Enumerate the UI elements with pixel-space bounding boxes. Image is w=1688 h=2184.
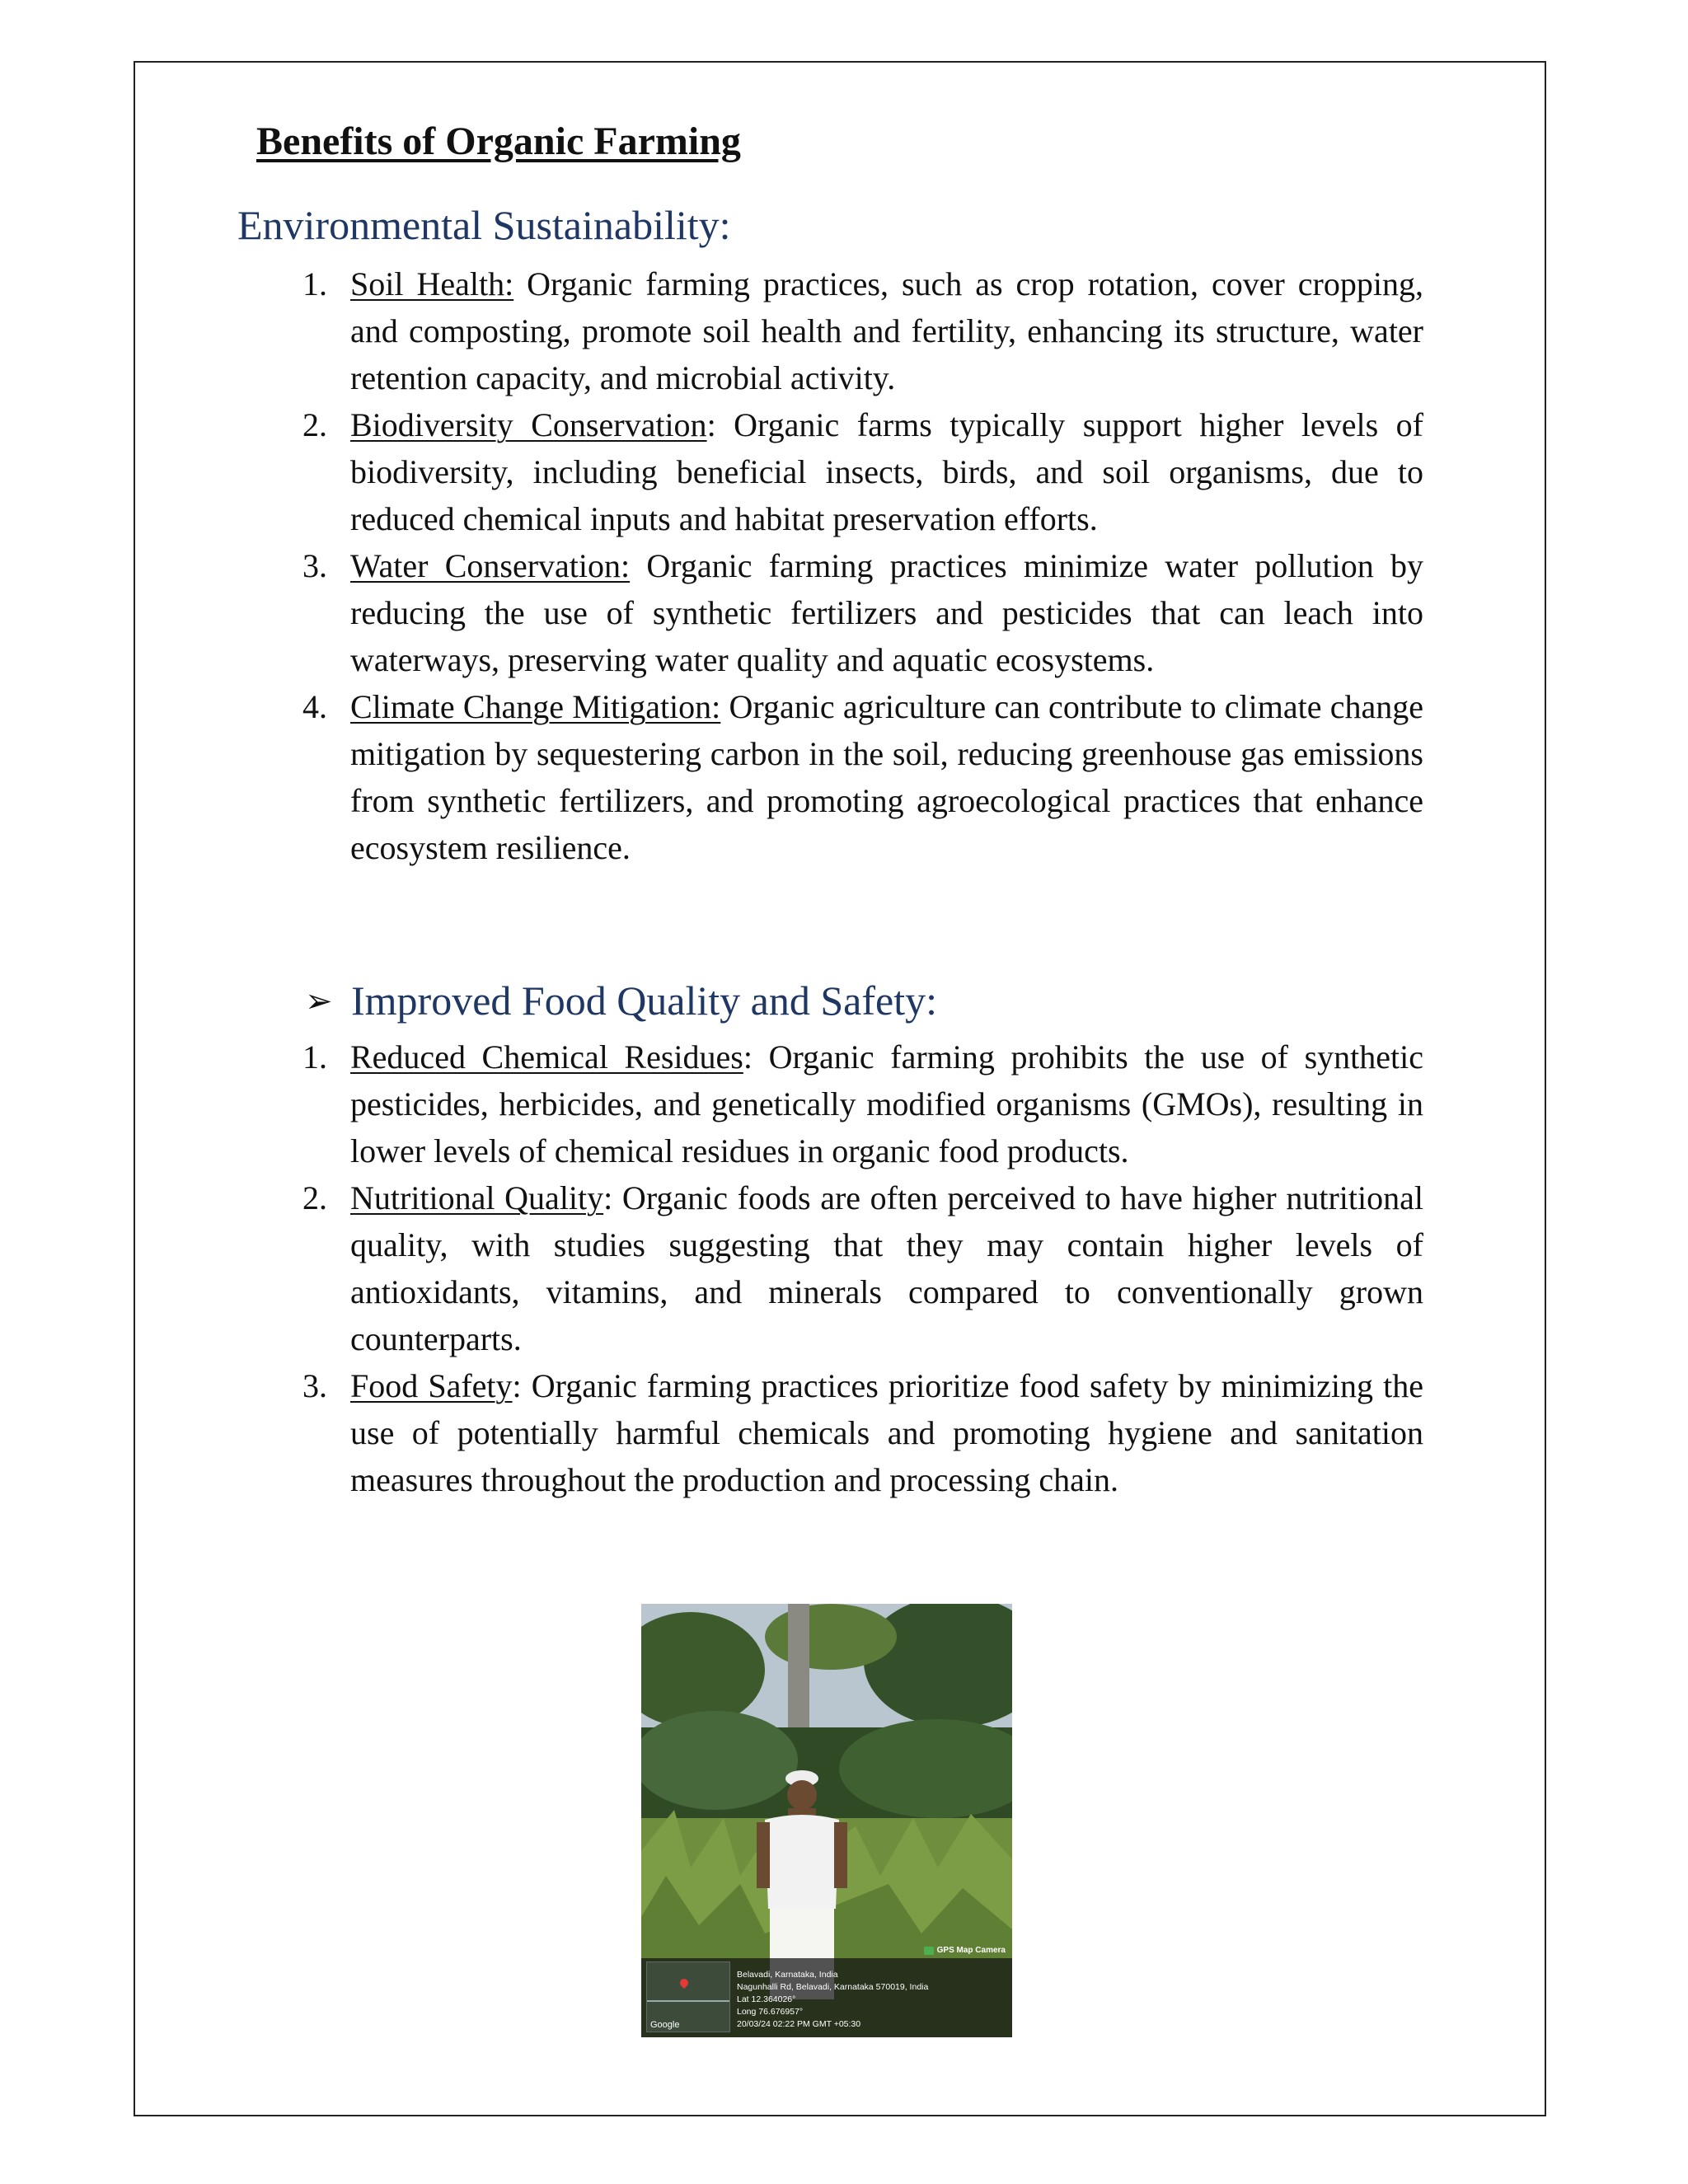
item-text: Organic farming practices, such as crop rotation, cover cropping, and composting, promote soil health and fertility, enhancing its structure, water retention capacity, and microbial activity. — [350, 265, 1423, 396]
map-logo: Google — [650, 2020, 680, 2030]
camera-icon — [924, 1947, 934, 1955]
map-pin-icon — [678, 1977, 690, 1989]
list-item: 2. Biodiversity Conservation: Organic farms typically support higher levels of biodiversity, including beneficial insects, birds, and soil organisms, due to reduced chemical inputs and habitat preservation efforts. — [302, 406, 1423, 537]
section-heading-environmental: Environmental Sustainability: — [237, 202, 731, 248]
item-term: Water Conservation: — [350, 547, 631, 584]
arrow-bullet-icon: ➢ — [305, 982, 333, 1019]
list-item: 4. Climate Change Mitigation: Organic agriculture can contribute to climate change mitigation by sequestering carbon in the soil, reducing greenhouse gas emissions from synthetic fertilizers, and promoting agroecological practices that enhance ecosystem resilience. — [302, 688, 1424, 866]
item-term: Food Safety — [350, 1367, 513, 1404]
food-quality-benefits-list — [302, 1033, 1424, 1503]
item-term: Biodiversity Conservation — [350, 406, 707, 443]
location-text: Belavadi, Karnataka, India Nagunhalli Rd, Belavadi, Karnataka 570019, India Lat 12.364026° Long 76.676957° 20/03/24 02:22 PM GMT +05:30 — [737, 1970, 929, 2029]
list-item: 2. Nutritional Quality: Organic foods are often perceived to have higher nutritional quality, with studies suggesting that they may contain higher levels of antioxidants, vitamins, and minerals compared to conventionally grown counterparts. — [302, 1179, 1423, 1357]
item-text: Organic farms typically support higher levels of biodiversity, including beneficial insects, birds, and soil organisms, due to reduced chemical inputs and habitat preservation efforts. — [350, 406, 1423, 537]
list-item: 3. Food Safety: Organic farming practices prioritize food safety by minimizing the use of potentially harmful chemicals and promoting hygiene and sanitation measures throughout the production and processing chain. — [302, 1367, 1424, 1498]
environmental-benefits-list — [302, 260, 1424, 871]
farmer-photo — [641, 1604, 1012, 2037]
item-term: Reduced Chemical Residues — [350, 1038, 743, 1076]
page-title: Benefits of Organic Farming — [256, 120, 741, 163]
item-text: Organic farming prohibits the use of synthetic pesticides, herbicides, and genetically modified organisms (GMOs), resulting in lower levels of chemical residues in organic food products. — [350, 1038, 1423, 1169]
mini-map — [646, 1961, 730, 2032]
item-term: Nutritional Quality — [350, 1179, 604, 1216]
item-text: Organic farming practices prioritize food safety by minimizing the use of potentially harmful chemicals and promoting hygiene and sanitation measures throughout the production and processing chain. — [350, 1367, 1424, 1498]
list-item: 1. Reduced Chemical Residues: Organic farming prohibits the use of synthetic pesticides, herbicides, and genetically modified organisms (GMOs), resulting in lower levels of chemical residues in organic food products. — [302, 1038, 1423, 1169]
list-item: 3. Water Conservation: Organic farming practices minimize water pollution by reducing the use of synthetic fertilizers and pesticides that can leach into waterways, preserving water quality and aquatic ecosystems. — [302, 547, 1423, 678]
section-heading-food-quality: ➢ Improved Food Quality and Safety: — [305, 977, 937, 1024]
list-item: 1. Soil Health: Organic farming practices, such as crop rotation, cover cropping, and composting, promote soil health and fertility, enhancing its structure, water retention capacity, and microbial activity. — [302, 265, 1423, 396]
item-text: Organic agriculture can contribute to climate change mitigation by sequestering carbon in the soil, reducing greenhouse gas emissions from synthetic fertilizers, and promoting agroecological practices that enhance ecosystem resilience. — [350, 688, 1424, 866]
item-term: Climate Change Mitigation: — [350, 688, 721, 725]
gps-camera-badge: GPS Map Camera — [924, 1946, 1006, 1955]
item-text: Organic farming practices minimize water pollution by reducing the use of synthetic fertilizers and pesticides that can leach into waterways, preserving water quality and aquatic ecosystems. — [350, 547, 1423, 678]
item-term: Soil Health: — [350, 265, 514, 302]
item-text: Organic foods are often perceived to have higher nutritional quality, with studies suggesting that they may contain higher levels of antioxidants, vitamins, and minerals compared to conventionally grown counterparts. — [350, 1179, 1423, 1357]
